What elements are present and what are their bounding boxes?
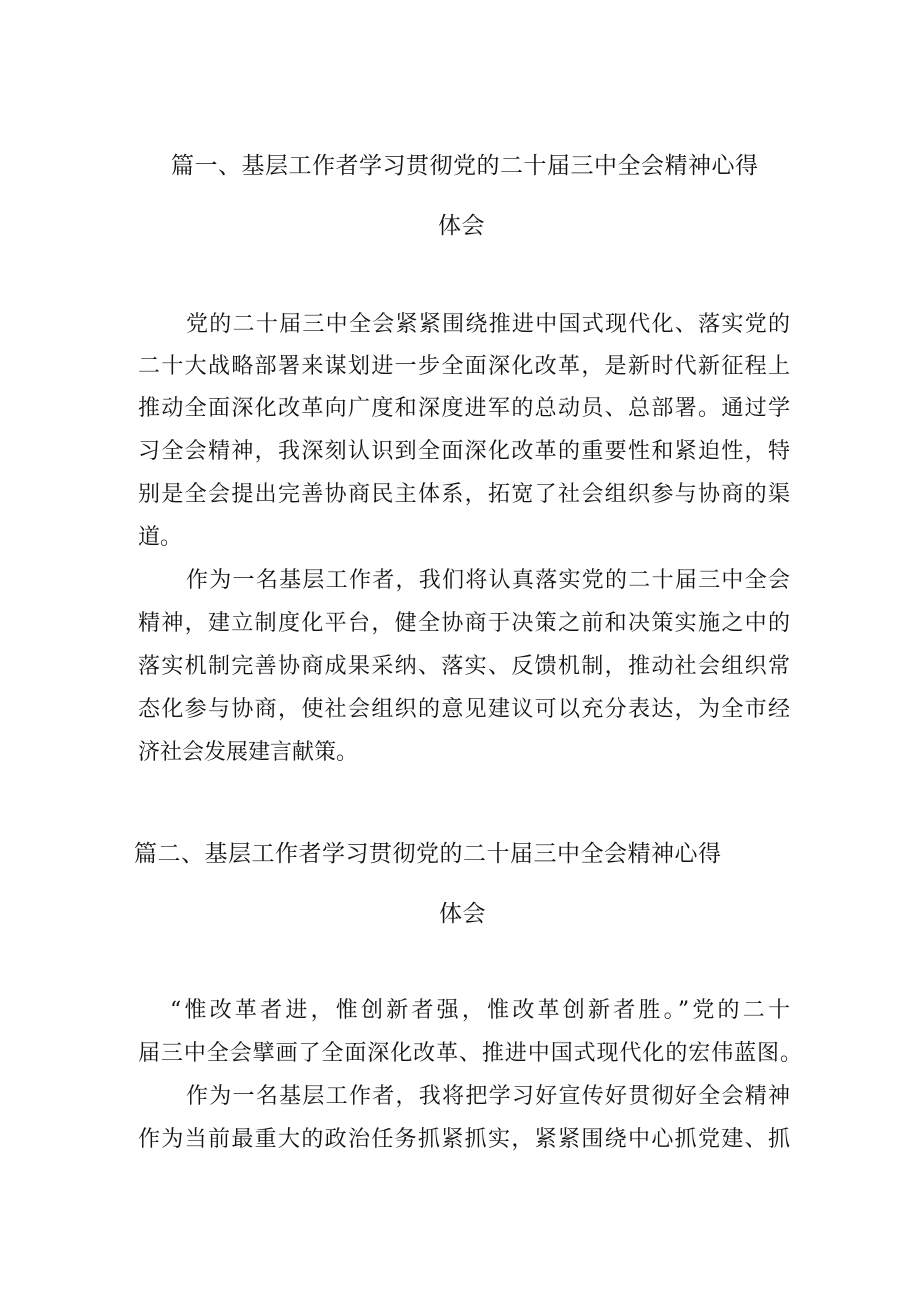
section1-para1-line: 别是全会提出完善协商民主体系，拓宽了社会组织参与协商的渠 bbox=[138, 482, 790, 507]
section1-para2-line: 精神，建立制度化平台，健全协商于决策之前和决策实施之中的 bbox=[138, 611, 790, 636]
section1-para2-line: 态化参与协商，使社会组织的意见建议可以充分表达，为全市经 bbox=[138, 697, 790, 722]
section1-para1-line: 习全会精神，我深刻认识到全面深化改革的重要性和紧迫性，特 bbox=[138, 439, 790, 464]
section2-title-line2: 体会 bbox=[439, 901, 486, 927]
section1-title-line2: 体会 bbox=[438, 213, 485, 239]
section1-para1-line: 二十大战略部署来谋划进一步全面深化改革，是新时代新征程上 bbox=[138, 354, 790, 379]
section2-para2-line: 作为当前最重大的政治任务抓紧抓实，紧紧围绕中心抓党建、抓 bbox=[138, 1127, 790, 1152]
section2-para1-line: “惟改革者进，惟创新者强，惟改革创新者胜。”党的二十 bbox=[170, 998, 790, 1023]
section1-para1-line: 党的二十届三中全会紧紧围绕推进中国式现代化、落实党的 bbox=[186, 312, 790, 337]
section1-para1-line: 道。 bbox=[138, 525, 183, 550]
section2-para1-line: 届三中全会擘画了全面深化改革、推进中国式现代化的宏伟蓝图。 bbox=[138, 1041, 802, 1066]
section1-title-line1: 篇一、基层工作者学习贯彻党的二十届三中全会精神心得 bbox=[171, 153, 759, 179]
section2-title-line1: 篇二、基层工作者学习贯彻党的二十届三中全会精神心得 bbox=[134, 841, 722, 867]
section1-para2-line: 济社会发展建言献策。 bbox=[138, 740, 359, 765]
section1-para1-line: 推动全面深化改革向广度和深度进军的总动员、总部署。通过学 bbox=[138, 396, 790, 421]
section1-para2-line: 落实机制完善协商成果采纳、落实、反馈机制，推动社会组织常 bbox=[138, 654, 790, 679]
section2-para2-line: 作为一名基层工作者，我将把学习好宣传好贯彻好全会精神 bbox=[186, 1084, 790, 1109]
section1-para2-line: 作为一名基层工作者，我们将认真落实党的二十届三中全会 bbox=[186, 568, 790, 593]
